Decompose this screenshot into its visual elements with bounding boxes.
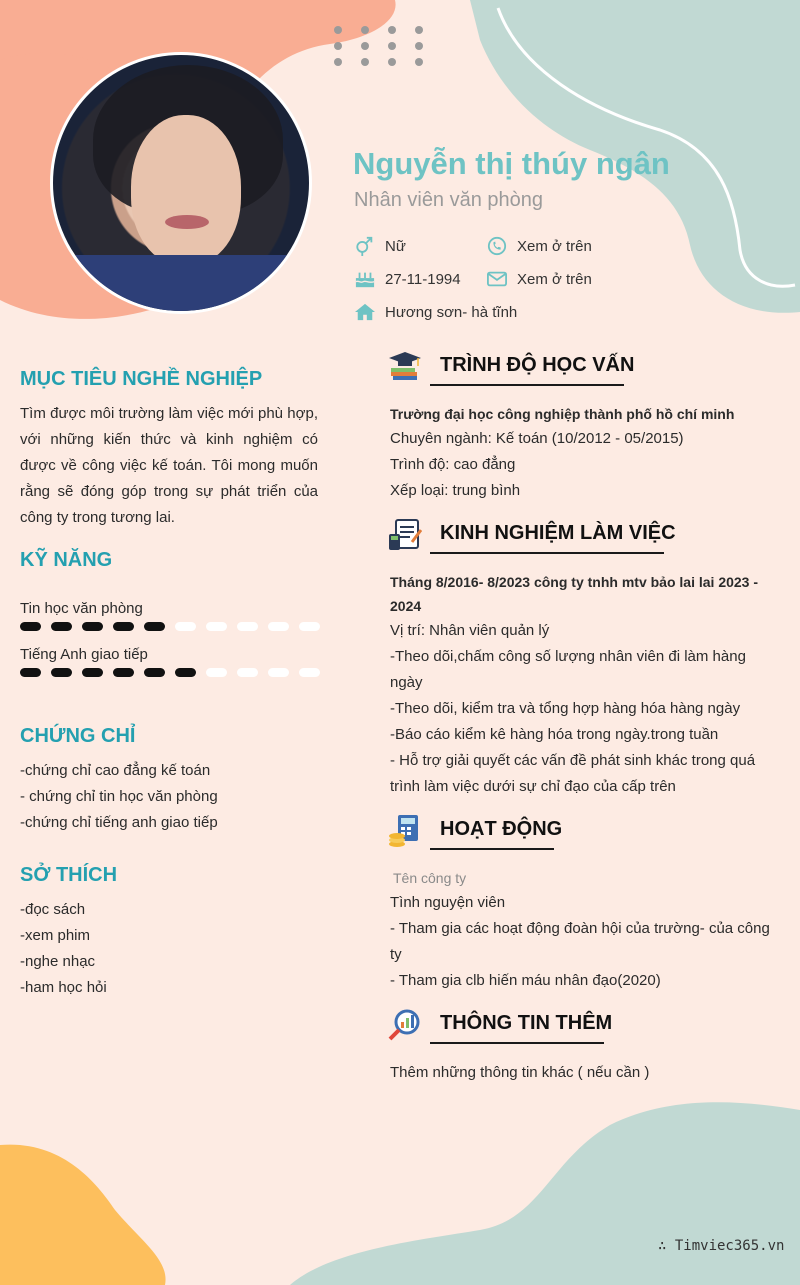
education-header bbox=[388, 350, 788, 394]
more-text: Thêm những thông tin khác ( nếu cần ) bbox=[390, 1064, 650, 1081]
certificate-item: -chứng chỉ tiếng anh giao tiếp bbox=[20, 814, 218, 831]
skill-segment-filled bbox=[20, 622, 41, 631]
skill-segment-empty bbox=[206, 622, 227, 631]
birthday-value: 27-11-1994 bbox=[385, 270, 461, 288]
address-value: Hương sơn- hà tĩnh bbox=[385, 303, 518, 321]
skill-segment-filled bbox=[82, 622, 103, 631]
cake-icon bbox=[354, 269, 376, 289]
skill-segment-empty bbox=[268, 668, 289, 677]
more-header bbox=[388, 1008, 788, 1052]
skill-segment-empty bbox=[206, 668, 227, 677]
phone-icon bbox=[486, 236, 508, 256]
skill-label: Tiếng Anh giao tiếp bbox=[20, 646, 148, 663]
skill-segment-empty bbox=[299, 668, 320, 677]
skill-segment-filled bbox=[175, 668, 196, 677]
experience-body bbox=[390, 570, 775, 800]
experience-line: Vị trí: Nhân viên quản lý bbox=[390, 622, 550, 639]
skill-segment-empty bbox=[299, 622, 320, 631]
analytics-magnifier-icon bbox=[388, 1008, 422, 1042]
skill-segment-empty bbox=[237, 668, 258, 677]
experience-line: -Báo cáo kiểm kê hàng hóa trong ngày.trong tuần bbox=[390, 726, 719, 743]
home-icon bbox=[354, 302, 376, 322]
watermark: ∴ Timviec365.vn bbox=[658, 1238, 785, 1254]
experience-line: - Hỗ trợ giải quyết các vấn đề phát sinh khác trong quá trình làm việc dưới sự chỉ đạo của cấp trên bbox=[390, 752, 756, 795]
activities-title: HOẠT ĐỘNG bbox=[440, 818, 563, 840]
experience-heading: Tháng 8/2016- 8/2023 công ty tnhh mtv bảo lai lai 2023 - 2024 bbox=[390, 574, 759, 614]
gender-icon bbox=[354, 236, 376, 256]
education-school: Trường đại học công nghiệp thành phố hồ chí minh bbox=[390, 406, 735, 422]
skill-segment-filled bbox=[51, 622, 72, 631]
gender-value: Nữ bbox=[385, 237, 406, 255]
education-underline bbox=[430, 384, 624, 386]
hobby-item: -nghe nhạc bbox=[20, 953, 96, 970]
skill-segment-empty bbox=[268, 622, 289, 631]
work-notes-icon bbox=[388, 518, 422, 552]
info-phone bbox=[486, 236, 592, 256]
education-title: TRÌNH ĐỘ HỌC VẤN bbox=[440, 354, 635, 376]
certificate-item: -chứng chỉ cao đẳng kế toán bbox=[20, 762, 211, 779]
hobby-list bbox=[20, 897, 107, 1001]
email-value: Xem ở trên bbox=[517, 270, 592, 288]
skill-segment-filled bbox=[144, 622, 165, 631]
hobbies-title: SỞ THÍCH bbox=[20, 864, 118, 886]
activities-body bbox=[390, 866, 775, 994]
objective-text: Tìm được môi trường làm việc mới phù hợp, với những kiến thức và kinh nghiệm có được về công việc kế toán. Tôi mong muốn rằng sẽ đóng góp trong sự phát triển của công ty trong tương lai. bbox=[20, 405, 318, 526]
info-gender bbox=[354, 236, 406, 256]
activities-line: - Tham gia các hoạt động đoàn hội của trường- của công ty bbox=[390, 920, 770, 963]
skill-segment-filled bbox=[20, 668, 41, 677]
objective-title: MỤC TIÊU NGHỀ NGHIỆP bbox=[20, 368, 263, 390]
education-line: Chuyên ngành: Kế toán (10/2012 - 05/2015) bbox=[390, 430, 684, 447]
avatar bbox=[50, 52, 312, 314]
more-underline bbox=[430, 1042, 604, 1044]
experience-underline bbox=[430, 552, 664, 554]
calculator-coins-icon bbox=[388, 814, 422, 848]
dot-pattern bbox=[334, 26, 434, 70]
experience-line: -Theo dõi,chấm công số lượng nhân viên đi làm hàng ngày bbox=[390, 648, 746, 691]
mail-icon bbox=[486, 269, 508, 289]
certificate-item: - chứng chỉ tin học văn phòng bbox=[20, 788, 218, 805]
activities-underline bbox=[430, 848, 554, 850]
skill-segment-filled bbox=[51, 668, 72, 677]
skill-segment-empty bbox=[175, 622, 196, 631]
education-line: Xếp loại: trung bình bbox=[390, 482, 521, 499]
activities-company: Tên công ty bbox=[393, 870, 467, 886]
more-body bbox=[390, 1060, 775, 1086]
info-address bbox=[354, 302, 517, 322]
experience-title: KINH NGHIỆM LÀM VIỆC bbox=[440, 522, 676, 544]
skill-segment-filled bbox=[113, 622, 134, 631]
skill-label: Tin học văn phòng bbox=[20, 600, 143, 617]
activities-header bbox=[388, 814, 788, 858]
graduation-cap-icon bbox=[388, 350, 422, 384]
hobby-item: -đọc sách bbox=[20, 901, 86, 918]
skill-segment-filled bbox=[144, 668, 165, 677]
activities-line: - Tham gia clb hiến máu nhân đạo(2020) bbox=[390, 972, 661, 989]
experience-line: -Theo dõi, kiểm tra và tổng hợp hàng hóa hàng ngày bbox=[390, 700, 741, 717]
certificates-title: CHỨNG CHỈ bbox=[20, 725, 136, 747]
certificate-list bbox=[20, 758, 218, 836]
hobby-item: -ham học hỏi bbox=[20, 979, 107, 996]
activities-line: Tình nguyện viên bbox=[390, 894, 506, 911]
skill-segment-filled bbox=[82, 668, 103, 677]
hobby-item: -xem phim bbox=[20, 927, 91, 944]
skill-segment-empty bbox=[237, 622, 258, 631]
info-email bbox=[486, 269, 592, 289]
info-birthday bbox=[354, 269, 461, 289]
skill-bar bbox=[20, 668, 330, 678]
skill-bar bbox=[20, 622, 330, 632]
education-body bbox=[390, 402, 775, 504]
education-line: Trình độ: cao đẳng bbox=[390, 456, 516, 473]
skills-title: KỸ NĂNG bbox=[20, 549, 113, 571]
candidate-position: Nhân viên văn phòng bbox=[354, 189, 544, 211]
more-title: THÔNG TIN THÊM bbox=[440, 1012, 613, 1034]
candidate-name: Nguyễn thị thúy ngân bbox=[353, 146, 670, 181]
phone-value: Xem ở trên bbox=[517, 237, 592, 255]
skill-segment-filled bbox=[113, 668, 134, 677]
experience-header bbox=[388, 518, 788, 562]
